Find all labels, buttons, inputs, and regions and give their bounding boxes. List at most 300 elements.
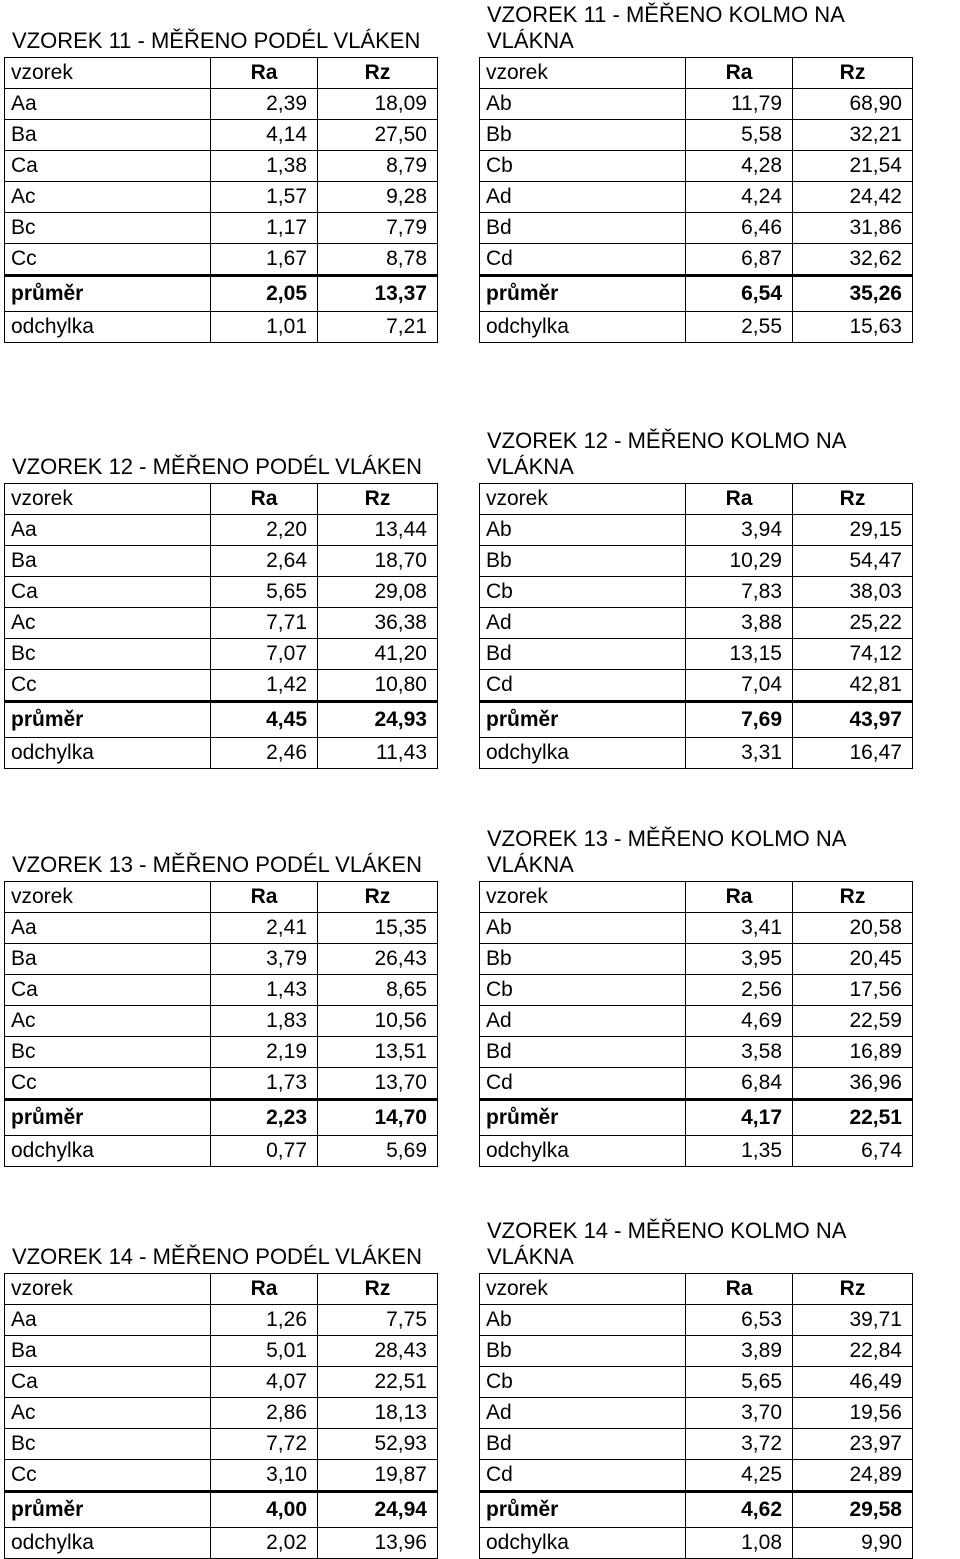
sample-cell: Bd [480, 1429, 686, 1460]
deviation-ra: 2,02 [211, 1528, 318, 1559]
table-row [5, 639, 438, 670]
measurement-table [4, 57, 438, 343]
sample-cell: Cc [5, 670, 211, 702]
table-title: VZOREK 11 - MĚŘENO KOLMO NA VLÁKNA [487, 2, 845, 53]
ra-cell: 6,84 [686, 1068, 793, 1100]
rz-cell: 29,15 [793, 515, 913, 546]
mean-rz: 14,70 [318, 1100, 438, 1136]
sample-cell: Ad [480, 182, 686, 213]
rz-cell: 25,22 [793, 608, 913, 639]
sample-cell: Ac [5, 608, 211, 639]
measurement-table [4, 881, 438, 1167]
rz-cell: 24,89 [793, 1460, 913, 1492]
mean-ra: 4,45 [211, 702, 318, 738]
table-row [480, 1460, 913, 1492]
rz-cell: 21,54 [793, 151, 913, 182]
rz-cell: 26,43 [318, 944, 438, 975]
deviation-label: odchylka [5, 312, 211, 343]
ra-cell: 4,25 [686, 1460, 793, 1492]
table-title: VZOREK 12 - MĚŘENO PODÉL VLÁKEN [12, 454, 422, 479]
deviation-row [480, 1136, 913, 1167]
rz-cell: 18,70 [318, 546, 438, 577]
header-sample: vzorek [5, 1274, 211, 1305]
table-row [480, 670, 913, 702]
ra-cell: 1,42 [211, 670, 318, 702]
sample-cell: Ab [480, 89, 686, 120]
table-row [480, 546, 913, 577]
header-ra: Ra [211, 58, 318, 89]
table-row [5, 670, 438, 702]
sample-cell: Cc [5, 244, 211, 276]
mean-row [5, 702, 438, 738]
table-row [480, 608, 913, 639]
header-row [480, 58, 913, 89]
deviation-ra: 3,31 [686, 738, 793, 769]
header-ra: Ra [211, 484, 318, 515]
header-ra: Ra [686, 484, 793, 515]
sample-cell: Cd [480, 1460, 686, 1492]
rz-cell: 38,03 [793, 577, 913, 608]
header-row [480, 484, 913, 515]
ra-cell: 11,79 [686, 89, 793, 120]
mean-rz: 29,58 [793, 1492, 913, 1528]
table-block-13-along [4, 852, 438, 1167]
header-ra: Ra [211, 882, 318, 913]
deviation-row [480, 1528, 913, 1559]
sample-cell: Ca [5, 1367, 211, 1398]
header-rz: Rz [318, 1274, 438, 1305]
mean-ra: 4,00 [211, 1492, 318, 1528]
table-row [5, 515, 438, 546]
deviation-rz: 9,90 [793, 1528, 913, 1559]
header-rz: Rz [793, 1274, 913, 1305]
table-row [5, 213, 438, 244]
table-row [5, 151, 438, 182]
header-ra: Ra [686, 1274, 793, 1305]
header-row [5, 1274, 438, 1305]
rz-cell: 42,81 [793, 670, 913, 702]
rz-cell: 29,08 [318, 577, 438, 608]
deviation-ra: 2,46 [211, 738, 318, 769]
deviation-row [5, 312, 438, 343]
rz-cell: 10,80 [318, 670, 438, 702]
mean-label: průměr [5, 702, 211, 738]
rz-cell: 36,96 [793, 1068, 913, 1100]
deviation-row [480, 738, 913, 769]
header-rz: Rz [318, 58, 438, 89]
rz-cell: 32,21 [793, 120, 913, 151]
header-ra: Ra [686, 58, 793, 89]
mean-label: průměr [480, 702, 686, 738]
ra-cell: 3,70 [686, 1398, 793, 1429]
deviation-label: odchylka [480, 1136, 686, 1167]
sample-cell: Cc [5, 1460, 211, 1492]
sample-cell: Cd [480, 670, 686, 702]
rz-cell: 18,13 [318, 1398, 438, 1429]
sample-cell: Bb [480, 120, 686, 151]
sample-cell: Bc [5, 213, 211, 244]
deviation-ra: 2,55 [686, 312, 793, 343]
ra-cell: 3,95 [686, 944, 793, 975]
sample-cell: Ad [480, 608, 686, 639]
ra-cell: 1,73 [211, 1068, 318, 1100]
table-row [5, 89, 438, 120]
table-row [480, 1367, 913, 1398]
table-row [5, 1429, 438, 1460]
mean-ra: 6,54 [686, 276, 793, 312]
mean-rz: 43,97 [793, 702, 913, 738]
ra-cell: 2,20 [211, 515, 318, 546]
deviation-rz: 15,63 [793, 312, 913, 343]
table-row [480, 944, 913, 975]
mean-ra: 4,17 [686, 1100, 793, 1136]
table-row [5, 1398, 438, 1429]
deviation-label: odchylka [480, 1528, 686, 1559]
table-row [480, 151, 913, 182]
mean-rz: 22,51 [793, 1100, 913, 1136]
mean-row [480, 1100, 913, 1136]
sample-cell: Bb [480, 944, 686, 975]
deviation-label: odchylka [480, 738, 686, 769]
header-rz: Rz [793, 58, 913, 89]
table-row [5, 1305, 438, 1336]
ra-cell: 3,58 [686, 1037, 793, 1068]
table-row [5, 120, 438, 151]
ra-cell: 5,65 [211, 577, 318, 608]
ra-cell: 1,38 [211, 151, 318, 182]
ra-cell: 1,67 [211, 244, 318, 276]
sample-cell: Aa [5, 515, 211, 546]
deviation-row [5, 1136, 438, 1167]
table-row [480, 213, 913, 244]
sample-cell: Ab [480, 913, 686, 944]
ra-cell: 2,39 [211, 89, 318, 120]
ra-cell: 1,83 [211, 1006, 318, 1037]
deviation-ra: 1,08 [686, 1528, 793, 1559]
header-sample: vzorek [480, 484, 686, 515]
rz-cell: 13,70 [318, 1068, 438, 1100]
deviation-ra: 1,01 [211, 312, 318, 343]
sample-cell: Bc [5, 1429, 211, 1460]
ra-cell: 10,29 [686, 546, 793, 577]
ra-cell: 3,41 [686, 913, 793, 944]
measurement-table [479, 57, 913, 343]
sample-cell: Ab [480, 515, 686, 546]
table-row [480, 975, 913, 1006]
table-row [480, 120, 913, 151]
table-row [480, 1037, 913, 1068]
mean-label: průměr [480, 1100, 686, 1136]
table-row [480, 1305, 913, 1336]
sample-cell: Ad [480, 1006, 686, 1037]
sample-cell: Ba [5, 944, 211, 975]
rz-cell: 17,56 [793, 975, 913, 1006]
rz-cell: 19,56 [793, 1398, 913, 1429]
measurement-table [4, 1273, 438, 1559]
sample-cell: Cc [5, 1068, 211, 1100]
header-sample: vzorek [480, 1274, 686, 1305]
table-block-13-across [479, 826, 913, 1167]
rz-cell: 22,51 [318, 1367, 438, 1398]
mean-rz: 24,93 [318, 702, 438, 738]
table-row [5, 1037, 438, 1068]
sample-cell: Ca [5, 151, 211, 182]
table-row [480, 639, 913, 670]
sample-cell: Ac [5, 1006, 211, 1037]
mean-rz: 24,94 [318, 1492, 438, 1528]
table-title: VZOREK 14 - MĚŘENO KOLMO NA VLÁKNA [487, 1218, 847, 1269]
header-sample: vzorek [480, 58, 686, 89]
table-row [5, 1336, 438, 1367]
rz-cell: 20,45 [793, 944, 913, 975]
table-row [5, 546, 438, 577]
table-block-14-along [4, 1244, 438, 1559]
rz-cell: 54,47 [793, 546, 913, 577]
header-sample: vzorek [5, 882, 211, 913]
header-sample: vzorek [5, 484, 211, 515]
table-row [5, 608, 438, 639]
rz-cell: 10,56 [318, 1006, 438, 1037]
header-row [5, 58, 438, 89]
ra-cell: 7,72 [211, 1429, 318, 1460]
mean-row [480, 276, 913, 312]
ra-cell: 2,86 [211, 1398, 318, 1429]
sample-cell: Ba [5, 120, 211, 151]
ra-cell: 13,15 [686, 639, 793, 670]
mean-row [480, 702, 913, 738]
rz-cell: 22,59 [793, 1006, 913, 1037]
header-ra: Ra [686, 882, 793, 913]
measurement-table [479, 881, 913, 1167]
table-row [5, 913, 438, 944]
ra-cell: 3,89 [686, 1336, 793, 1367]
sample-cell: Aa [5, 89, 211, 120]
header-row [480, 882, 913, 913]
deviation-label: odchylka [5, 738, 211, 769]
sample-cell: Bc [5, 1037, 211, 1068]
rz-cell: 52,93 [318, 1429, 438, 1460]
sample-cell: Cd [480, 1068, 686, 1100]
table-block-11-along [4, 28, 438, 343]
ra-cell: 3,10 [211, 1460, 318, 1492]
rz-cell: 20,58 [793, 913, 913, 944]
mean-label: průměr [480, 1492, 686, 1528]
ra-cell: 3,72 [686, 1429, 793, 1460]
mean-row [480, 1492, 913, 1528]
rz-cell: 7,75 [318, 1305, 438, 1336]
mean-ra: 2,05 [211, 276, 318, 312]
rz-cell: 46,49 [793, 1367, 913, 1398]
header-row [480, 1274, 913, 1305]
table-row [5, 944, 438, 975]
table-block-12-across [479, 428, 913, 769]
rz-cell: 24,42 [793, 182, 913, 213]
sample-cell: Ac [5, 1398, 211, 1429]
table-row [480, 1068, 913, 1100]
ra-cell: 6,53 [686, 1305, 793, 1336]
deviation-row [5, 738, 438, 769]
rz-cell: 7,79 [318, 213, 438, 244]
ra-cell: 2,56 [686, 975, 793, 1006]
rz-cell: 36,38 [318, 608, 438, 639]
table-row [5, 577, 438, 608]
header-rz: Rz [318, 882, 438, 913]
rz-cell: 23,97 [793, 1429, 913, 1460]
deviation-rz: 11,43 [318, 738, 438, 769]
rz-cell: 8,65 [318, 975, 438, 1006]
sample-cell: Bd [480, 1037, 686, 1068]
sample-cell: Aa [5, 913, 211, 944]
table-block-11-across [479, 2, 913, 343]
sample-cell: Ba [5, 1336, 211, 1367]
rz-cell: 9,28 [318, 182, 438, 213]
ra-cell: 4,28 [686, 151, 793, 182]
rz-cell: 32,62 [793, 244, 913, 276]
rz-cell: 28,43 [318, 1336, 438, 1367]
sample-cell: Cb [480, 975, 686, 1006]
header-sample: vzorek [5, 58, 211, 89]
ra-cell: 6,46 [686, 213, 793, 244]
deviation-label: odchylka [480, 312, 686, 343]
rz-cell: 15,35 [318, 913, 438, 944]
table-title: VZOREK 13 - MĚŘENO PODÉL VLÁKEN [12, 852, 422, 877]
deviation-label: odchylka [5, 1136, 211, 1167]
mean-ra: 2,23 [211, 1100, 318, 1136]
sample-cell: Ab [480, 1305, 686, 1336]
table-row [5, 1068, 438, 1100]
table-row [480, 515, 913, 546]
ra-cell: 2,19 [211, 1037, 318, 1068]
mean-label: průměr [5, 276, 211, 312]
header-rz: Rz [318, 484, 438, 515]
sample-cell: Ba [5, 546, 211, 577]
table-title: VZOREK 13 - MĚŘENO KOLMO NA VLÁKNA [487, 826, 847, 877]
sample-cell: Cd [480, 244, 686, 276]
rz-cell: 41,20 [318, 639, 438, 670]
table-row [480, 577, 913, 608]
header-rz: Rz [793, 484, 913, 515]
deviation-rz: 5,69 [318, 1136, 438, 1167]
table-row [480, 1429, 913, 1460]
deviation-rz: 7,21 [318, 312, 438, 343]
ra-cell: 4,07 [211, 1367, 318, 1398]
ra-cell: 2,64 [211, 546, 318, 577]
ra-cell: 3,94 [686, 515, 793, 546]
ra-cell: 4,69 [686, 1006, 793, 1037]
rz-cell: 19,87 [318, 1460, 438, 1492]
rz-cell: 22,84 [793, 1336, 913, 1367]
ra-cell: 7,83 [686, 577, 793, 608]
table-row [480, 89, 913, 120]
table-row [5, 182, 438, 213]
sample-cell: Bd [480, 639, 686, 670]
mean-row [5, 276, 438, 312]
deviation-rz: 13,96 [318, 1528, 438, 1559]
table-row [5, 1006, 438, 1037]
sample-cell: Bc [5, 639, 211, 670]
ra-cell: 1,57 [211, 182, 318, 213]
table-row [480, 244, 913, 276]
table-block-12-along [4, 454, 438, 769]
mean-label: průměr [5, 1100, 211, 1136]
ra-cell: 3,79 [211, 944, 318, 975]
header-sample: vzorek [480, 882, 686, 913]
sample-cell: Cb [480, 577, 686, 608]
table-row [5, 975, 438, 1006]
ra-cell: 1,26 [211, 1305, 318, 1336]
deviation-rz: 16,47 [793, 738, 913, 769]
table-row [480, 1398, 913, 1429]
ra-cell: 4,14 [211, 120, 318, 151]
measurement-table [479, 483, 913, 769]
rz-cell: 27,50 [318, 120, 438, 151]
sample-cell: Cb [480, 1367, 686, 1398]
mean-row [5, 1100, 438, 1136]
mean-row [5, 1492, 438, 1528]
rz-cell: 13,44 [318, 515, 438, 546]
sample-cell: Aa [5, 1305, 211, 1336]
rz-cell: 13,51 [318, 1037, 438, 1068]
deviation-row [480, 312, 913, 343]
ra-cell: 7,71 [211, 608, 318, 639]
ra-cell: 6,87 [686, 244, 793, 276]
rz-cell: 16,89 [793, 1037, 913, 1068]
sample-cell: Bb [480, 546, 686, 577]
mean-ra: 4,62 [686, 1492, 793, 1528]
rz-cell: 74,12 [793, 639, 913, 670]
header-rz: Rz [793, 882, 913, 913]
sample-cell: Bd [480, 213, 686, 244]
rz-cell: 31,86 [793, 213, 913, 244]
sample-cell: Ca [5, 577, 211, 608]
sample-cell: Bb [480, 1336, 686, 1367]
ra-cell: 7,04 [686, 670, 793, 702]
ra-cell: 4,24 [686, 182, 793, 213]
mean-label: průměr [480, 276, 686, 312]
ra-cell: 1,17 [211, 213, 318, 244]
rz-cell: 8,79 [318, 151, 438, 182]
header-ra: Ra [211, 1274, 318, 1305]
table-row [5, 1460, 438, 1492]
ra-cell: 7,07 [211, 639, 318, 670]
rz-cell: 18,09 [318, 89, 438, 120]
deviation-ra: 0,77 [211, 1136, 318, 1167]
table-title: VZOREK 11 - MĚŘENO PODÉL VLÁKEN [12, 28, 421, 53]
table-row [480, 913, 913, 944]
table-title: VZOREK 14 - MĚŘENO PODÉL VLÁKEN [12, 1244, 422, 1269]
ra-cell: 5,01 [211, 1336, 318, 1367]
table-row [480, 182, 913, 213]
table-title: VZOREK 12 - MĚŘENO KOLMO NA VLÁKNA [487, 428, 847, 479]
ra-cell: 5,58 [686, 120, 793, 151]
mean-ra: 7,69 [686, 702, 793, 738]
table-row [5, 1367, 438, 1398]
rz-cell: 39,71 [793, 1305, 913, 1336]
rz-cell: 8,78 [318, 244, 438, 276]
sample-cell: Cb [480, 151, 686, 182]
mean-label: průměr [5, 1492, 211, 1528]
deviation-row [5, 1528, 438, 1559]
deviation-rz: 6,74 [793, 1136, 913, 1167]
ra-cell: 3,88 [686, 608, 793, 639]
table-block-14-across [479, 1218, 913, 1559]
mean-rz: 13,37 [318, 276, 438, 312]
measurement-table [4, 483, 438, 769]
deviation-ra: 1,35 [686, 1136, 793, 1167]
measurement-table [479, 1273, 913, 1559]
ra-cell: 1,43 [211, 975, 318, 1006]
rz-cell: 68,90 [793, 89, 913, 120]
